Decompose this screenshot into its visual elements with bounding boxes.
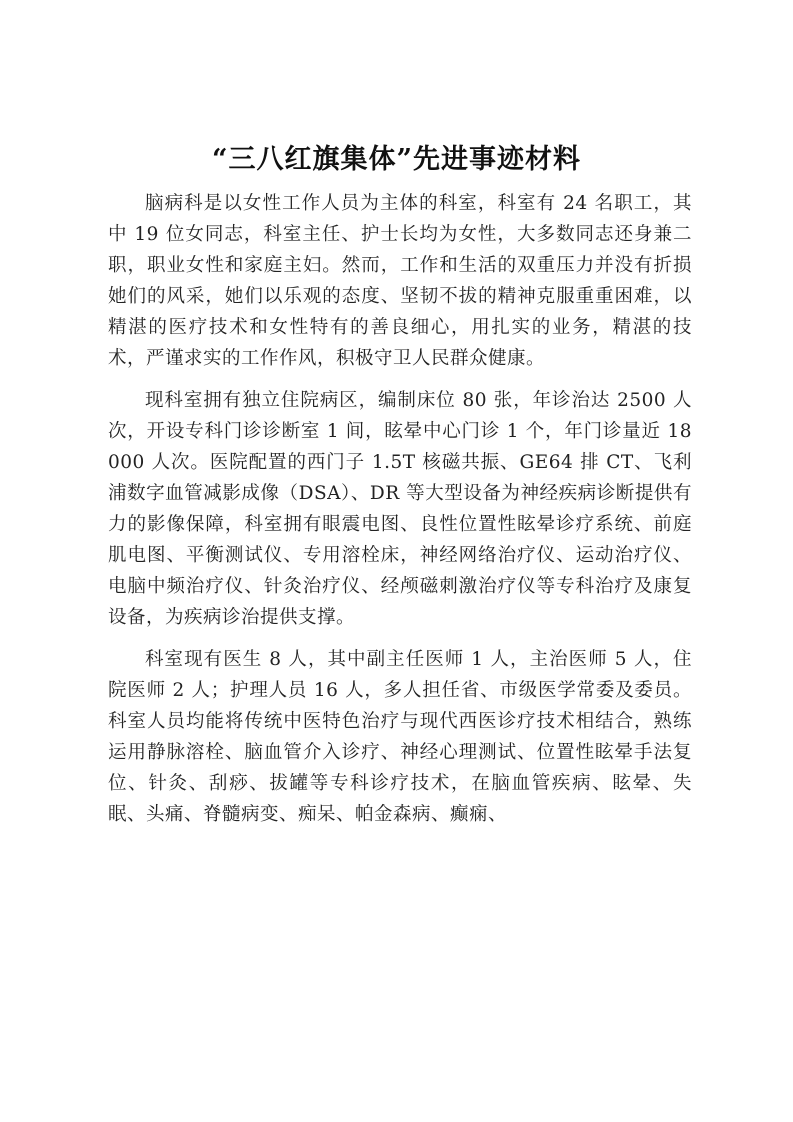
paragraph-facilities: 现科室拥有独立住院病区，编制床位 80 张，年诊治达 2500 人次，开设专科门诊诊断室 1 间，眩晕中心门诊 1 个，年门诊量近 18000 人次。医院配置的西门子 1.5T 核磁共振、GE64 排 CT、飞利浦数字血管减影成像（DSA）、DR 等大型设备为神经疾病诊断提供有力的影像保障，科室拥有眼震电图、良性位置性眩晕诊疗系统、前庭肌电图、平衡测试仪、专用溶栓床，神经网络治疗仪、运动治疗仪、电脑中频治疗仪、针灸治疗仪、经颅磁刺激治疗仪等专科治疗及康复设备，为疾病诊治提供支撑。 — [108, 390, 692, 628]
paragraph-staff: 科室现有医生 8 人，其中副主任医师 1 人，主治医师 5 人，住院医师 2 人；护理人员 16 人，多人担任省、市级医学常委及委员。科室人员均能将传统中医特色治疗与现代西医诊疗技术相结合，熟练运用静脉溶栓、脑血管介入诊疗、神经心理测试、位置性眩晕手法复位、针灸、刮痧、拔罐等专科诊疗技术，在脑血管疾病、眩晕、失眠、头痛、脊髓病变、痴呆、帕金森病、癫痫、 — [108, 649, 692, 825]
paragraph-intro: 脑病科是以女性工作人员为主体的科室，科室有 24 名职工，其中 19 位女同志，科室主任、护士长均为女性，大多数同志还身兼二职，职业女性和家庭主妇。然而，工作和生活的双重压力并没有折损她们的风采，她们以乐观的态度、坚韧不拔的精神克服重重困难，以精湛的医疗技术和女性特有的善良细心，用扎实的业务，精湛的技术，严谨求实的工作作风，积极守卫人民群众健康。 — [108, 193, 692, 369]
document-title: “三八红旗集体”先进事迹材料 — [211, 144, 582, 175]
document-body — [108, 188, 692, 841]
